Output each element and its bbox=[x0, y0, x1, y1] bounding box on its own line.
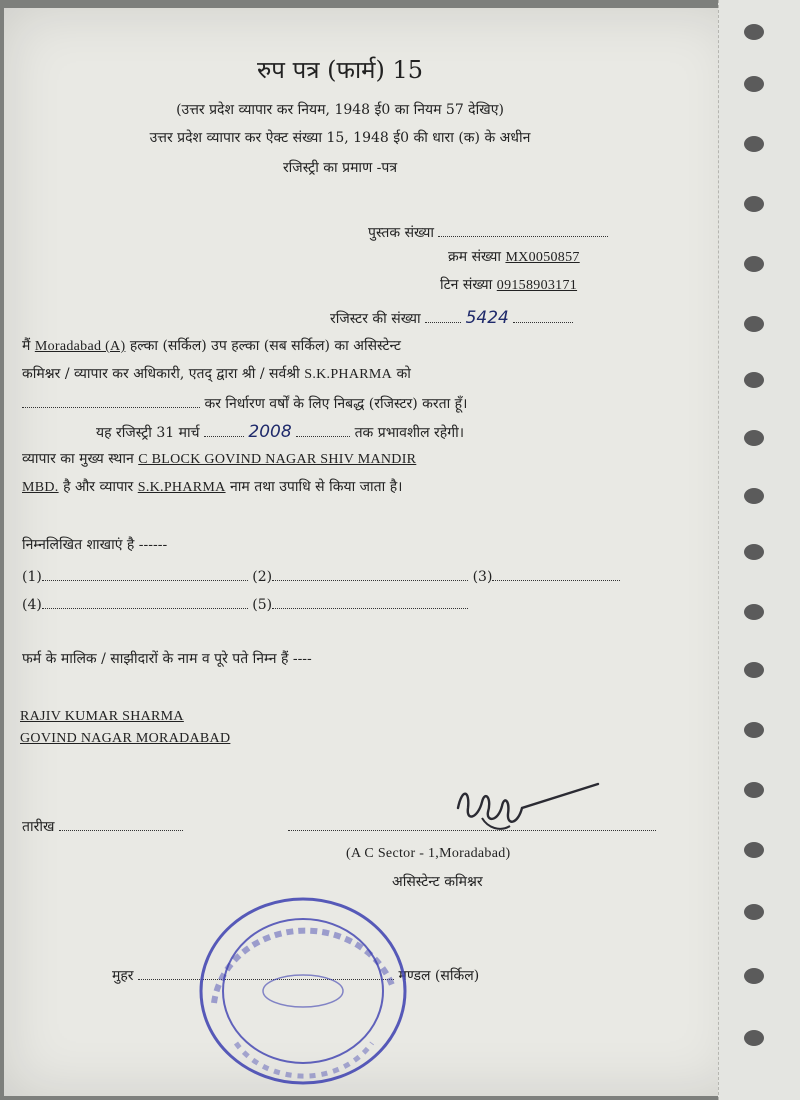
body-line-6: MBD. है और व्यापार S.K.PHARMA नाम तथा उपाधि से किया जाता है। bbox=[22, 479, 403, 495]
validity-year-handwritten: 2008 bbox=[248, 422, 292, 442]
office-rubber-stamp bbox=[196, 893, 410, 1089]
feed-hole bbox=[744, 904, 764, 920]
register-number-handwritten: 5424 bbox=[465, 308, 509, 328]
circle-label: मण्डल (सर्किल) bbox=[398, 968, 480, 984]
owner-name: RAJIV KUMAR SHARMA bbox=[20, 709, 184, 724]
body-line-3: कर निर्धारण वर्षों के लिए निबद्ध (रजिस्टर) करता हूँ। bbox=[22, 395, 467, 411]
branch-row-1: (1) (2) (3) bbox=[22, 568, 620, 584]
business-address: C BLOCK GOVIND NAGAR SHIV MANDIR bbox=[138, 452, 417, 467]
circle-name: Moradabad (A) bbox=[34, 339, 126, 354]
tin-number-label: टिन संख्या bbox=[440, 277, 493, 293]
officer-signature bbox=[452, 778, 602, 838]
owners-heading: फर्म के मालिक / साझीदारों के नाम व पूरे पते निम्न हैं ---- bbox=[22, 651, 312, 667]
feed-hole bbox=[744, 544, 764, 560]
body-line-2: कमिश्नर / व्यापार कर अधिकारी, एतद् द्वारा श्री / सर्वश्री S.K.PHARMA को bbox=[22, 366, 411, 382]
date-blank bbox=[59, 818, 183, 831]
register-number-label: रजिस्टर की संख्या bbox=[330, 311, 421, 327]
feed-hole bbox=[744, 842, 764, 858]
feed-hole bbox=[744, 1030, 764, 1046]
trade-name: S.K.PHARMA bbox=[137, 480, 226, 495]
seal-label: मुहर bbox=[112, 968, 134, 984]
branches-heading: निम्नलिखित शाखाएं है ------ bbox=[22, 537, 168, 553]
body-line-1: मैं Moradabad (A) हल्का (सर्किल) उप हल्का (सब सर्किल) का असिस्टेन्ट bbox=[22, 338, 401, 354]
feed-hole bbox=[744, 316, 764, 332]
form-rule-reference: (उत्तर प्रदेश व्यापार कर नियम, 1948 ई0 का नियम 57 देखिए) bbox=[176, 102, 504, 118]
book-number-row bbox=[368, 224, 608, 240]
serial-number-row bbox=[448, 250, 580, 265]
form-act-reference: उत्तर प्रदेश व्यापार कर ऐक्ट संख्या 15, 1948 ई0 की धारा (क) के अधीन bbox=[149, 130, 531, 146]
book-number-blank bbox=[438, 224, 608, 237]
feed-hole bbox=[744, 782, 764, 798]
owner-address: GOVIND NAGAR MORADABAD bbox=[20, 731, 231, 746]
register-number-row bbox=[330, 310, 573, 327]
feed-hole bbox=[744, 136, 764, 152]
serial-number-value: MX0050857 bbox=[505, 250, 580, 265]
body-line-5: व्यापार का मुख्य स्थान C BLOCK GOVIND NAGAR SHIV MANDIR bbox=[22, 451, 417, 467]
tin-number-row bbox=[440, 278, 577, 293]
feed-hole bbox=[744, 372, 764, 388]
feed-hole bbox=[744, 430, 764, 446]
tin-number-value: 09158903171 bbox=[496, 278, 578, 293]
business-address-city: MBD. bbox=[22, 480, 59, 495]
serial-number-label: क्रम संख्या bbox=[448, 249, 501, 265]
firm-name: S.K.PHARMA bbox=[304, 367, 393, 382]
feed-hole bbox=[744, 722, 764, 738]
feed-hole bbox=[744, 604, 764, 620]
feed-hole bbox=[744, 76, 764, 92]
book-number-label: पुस्तक संख्या bbox=[368, 225, 434, 241]
feed-hole bbox=[744, 488, 764, 504]
branch-row-2: (4) (5) bbox=[22, 596, 468, 612]
officer-designation: असिस्टेन्ट कमिश्नर bbox=[392, 874, 483, 890]
date-label: तारीख bbox=[22, 819, 55, 835]
form-certificate-heading: रजिस्ट्री का प्रमाण -पत्र bbox=[282, 160, 398, 176]
feed-hole bbox=[744, 256, 764, 272]
feed-hole bbox=[744, 662, 764, 678]
feed-hole bbox=[744, 196, 764, 212]
feed-hole bbox=[744, 968, 764, 984]
feed-hole bbox=[744, 24, 764, 40]
date-row bbox=[22, 818, 183, 834]
body-line-4: यह रजिस्ट्री 31 मार्च 2008 तक प्रभावशील रहेगी। bbox=[96, 422, 465, 442]
form-title: रुप पत्र (फार्म) 15 bbox=[256, 56, 424, 84]
officer-sector: (A C Sector - 1,Moradabad) bbox=[346, 846, 511, 861]
